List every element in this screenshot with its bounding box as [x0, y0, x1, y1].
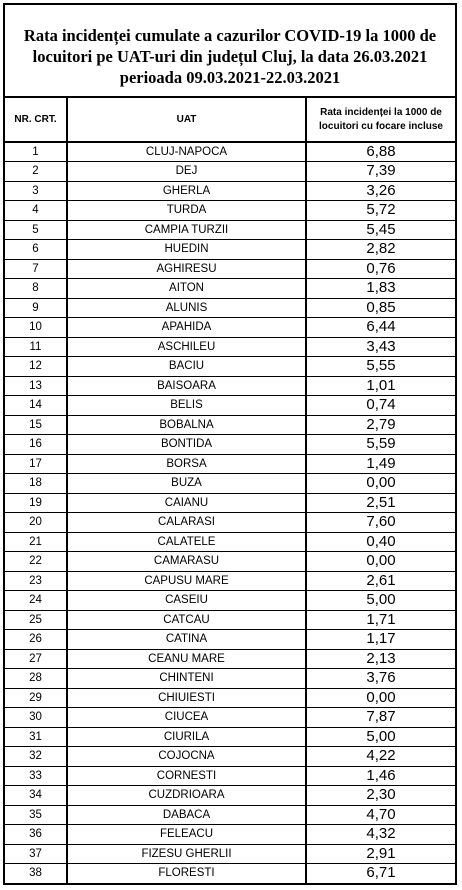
row-number-cell: 26	[5, 630, 67, 650]
table-row	[5, 396, 455, 416]
table-body	[5, 142, 455, 883]
header-uat: UAT	[67, 98, 306, 142]
header-rate-line-1: Rata incidenței la 1000 de	[320, 106, 442, 118]
uat-name-cell: BOBALNA	[67, 415, 306, 435]
row-number-cell: 34	[5, 786, 67, 806]
row-number-cell: 15	[5, 415, 67, 435]
uat-name-cell: AITON	[67, 279, 306, 299]
uat-name-cell: FLORESTI	[67, 864, 306, 884]
header-nr: NR. CRT.	[5, 98, 67, 142]
row-number-cell: 28	[5, 669, 67, 689]
row-number-cell: 20	[5, 513, 67, 533]
incidence-rate-cell: 5,55	[306, 357, 455, 377]
table-row	[5, 493, 455, 513]
uat-name-cell: CLUJ-NAPOCA	[67, 142, 306, 162]
uat-name-cell: CAIANU	[67, 493, 306, 513]
row-number-cell: 24	[5, 591, 67, 611]
incidence-rate-cell: 2,91	[306, 844, 455, 864]
table-row	[5, 610, 455, 630]
table-row	[5, 688, 455, 708]
incidence-rate-cell: 2,61	[306, 571, 455, 591]
row-number-cell: 17	[5, 454, 67, 474]
incidence-rate-cell: 1,17	[306, 630, 455, 650]
row-number-cell: 38	[5, 864, 67, 884]
table-row	[5, 649, 455, 669]
incidence-rate-cell: 1,01	[306, 376, 455, 396]
row-number-cell: 1	[5, 142, 67, 162]
header-rate	[306, 98, 455, 142]
table-header-row	[5, 98, 455, 142]
incidence-rate-cell: 0,76	[306, 259, 455, 279]
table-row	[5, 162, 455, 182]
uat-name-cell: CIURILA	[67, 727, 306, 747]
table-row	[5, 240, 455, 260]
uat-name-cell: FIZESU GHERLII	[67, 844, 306, 864]
uat-name-cell: FELEACU	[67, 825, 306, 845]
row-number-cell: 13	[5, 376, 67, 396]
table-row	[5, 142, 455, 162]
uat-name-cell: CUZDRIOARA	[67, 786, 306, 806]
table-row	[5, 708, 455, 728]
table-row	[5, 571, 455, 591]
incidence-rate-cell: 1,83	[306, 279, 455, 299]
uat-name-cell: BONTIDA	[67, 435, 306, 455]
incidence-rate-cell: 4,22	[306, 747, 455, 767]
table-row	[5, 415, 455, 435]
incidence-rate-cell: 3,76	[306, 669, 455, 689]
row-number-cell: 2	[5, 162, 67, 182]
uat-name-cell: CAMPIA TURZII	[67, 220, 306, 240]
incidence-rate-cell: 2,82	[306, 240, 455, 260]
table-row	[5, 454, 455, 474]
row-number-cell: 16	[5, 435, 67, 455]
table-row	[5, 201, 455, 221]
incidence-rate-cell: 1,71	[306, 610, 455, 630]
table-row	[5, 747, 455, 767]
table-row	[5, 357, 455, 377]
uat-name-cell: BUZA	[67, 474, 306, 494]
row-number-cell: 23	[5, 571, 67, 591]
incidence-rate-cell: 2,79	[306, 415, 455, 435]
title-line-2: locuitori pe UAT-uri din județul Cluj, la data 26.03.2021	[32, 47, 428, 66]
incidence-rate-cell: 5,72	[306, 201, 455, 221]
row-number-cell: 22	[5, 552, 67, 572]
incidence-rate-cell: 7,60	[306, 513, 455, 533]
table-row	[5, 513, 455, 533]
table-row	[5, 552, 455, 572]
incidence-rate-cell: 6,71	[306, 864, 455, 884]
incidence-rate-cell: 3,26	[306, 181, 455, 201]
incidence-rate-cell: 5,00	[306, 591, 455, 611]
incidence-rate-cell: 3,43	[306, 337, 455, 357]
row-number-cell: 31	[5, 727, 67, 747]
row-number-cell: 6	[5, 240, 67, 260]
row-number-cell: 37	[5, 844, 67, 864]
row-number-cell: 3	[5, 181, 67, 201]
table-row	[5, 298, 455, 318]
table-row	[5, 864, 455, 884]
row-number-cell: 30	[5, 708, 67, 728]
uat-name-cell: APAHIDA	[67, 318, 306, 338]
uat-name-cell: CALATELE	[67, 532, 306, 552]
uat-name-cell: COJOCNA	[67, 747, 306, 767]
row-number-cell: 27	[5, 649, 67, 669]
table-row	[5, 181, 455, 201]
table-row	[5, 337, 455, 357]
uat-name-cell: BAISOARA	[67, 376, 306, 396]
table-row	[5, 805, 455, 825]
table-row	[5, 591, 455, 611]
incidence-rate-cell: 0,85	[306, 298, 455, 318]
uat-name-cell: CATINA	[67, 630, 306, 650]
table-row	[5, 825, 455, 845]
row-number-cell: 14	[5, 396, 67, 416]
uat-name-cell: CIUCEA	[67, 708, 306, 728]
table-row	[5, 669, 455, 689]
uat-name-cell: CHIUIESTI	[67, 688, 306, 708]
row-number-cell: 11	[5, 337, 67, 357]
uat-name-cell: DEJ	[67, 162, 306, 182]
incidence-rate-cell: 2,13	[306, 649, 455, 669]
incidence-rate-cell: 0,00	[306, 552, 455, 572]
incidence-rate-cell: 1,46	[306, 766, 455, 786]
uat-name-cell: CAPUSU MARE	[67, 571, 306, 591]
incidence-rate-cell: 5,59	[306, 435, 455, 455]
row-number-cell: 33	[5, 766, 67, 786]
uat-name-cell: CALARASI	[67, 513, 306, 533]
uat-name-cell: TURDA	[67, 201, 306, 221]
row-number-cell: 8	[5, 279, 67, 299]
table-row	[5, 844, 455, 864]
row-number-cell: 9	[5, 298, 67, 318]
uat-name-cell: HUEDIN	[67, 240, 306, 260]
uat-name-cell: ALUNIS	[67, 298, 306, 318]
table-row	[5, 727, 455, 747]
row-number-cell: 19	[5, 493, 67, 513]
row-number-cell: 32	[5, 747, 67, 767]
title-line-3: perioada 09.03.2021-22.03.2021	[119, 68, 341, 87]
table-row	[5, 220, 455, 240]
table-row	[5, 435, 455, 455]
uat-name-cell: ASCHILEU	[67, 337, 306, 357]
table-row	[5, 259, 455, 279]
uat-name-cell: CHINTENI	[67, 669, 306, 689]
row-number-cell: 7	[5, 259, 67, 279]
title-line-1: Rata incidenței cumulate a cazurilor COVID-19 la 1000 de	[23, 26, 437, 45]
incidence-document	[3, 3, 457, 885]
uat-name-cell: CASEIU	[67, 591, 306, 611]
uat-name-cell: BELIS	[67, 396, 306, 416]
table-row	[5, 786, 455, 806]
incidence-rate-cell: 7,87	[306, 708, 455, 728]
row-number-cell: 36	[5, 825, 67, 845]
uat-name-cell: CATCAU	[67, 610, 306, 630]
table-row	[5, 532, 455, 552]
header-rate-line-2: locuitori cu focare incluse	[319, 120, 443, 132]
row-number-cell: 29	[5, 688, 67, 708]
row-number-cell: 12	[5, 357, 67, 377]
table-row	[5, 630, 455, 650]
incidence-rate-cell: 2,51	[306, 493, 455, 513]
table-row	[5, 279, 455, 299]
row-number-cell: 10	[5, 318, 67, 338]
table-row	[5, 766, 455, 786]
incidence-table	[5, 98, 455, 884]
uat-name-cell: CEANU MARE	[67, 649, 306, 669]
incidence-rate-cell: 0,40	[306, 532, 455, 552]
row-number-cell: 4	[5, 201, 67, 221]
incidence-rate-cell: 4,70	[306, 805, 455, 825]
row-number-cell: 21	[5, 532, 67, 552]
uat-name-cell: CAMARASU	[67, 552, 306, 572]
incidence-rate-cell: 5,00	[306, 727, 455, 747]
uat-name-cell: DABACA	[67, 805, 306, 825]
table-row	[5, 318, 455, 338]
incidence-rate-cell: 6,88	[306, 142, 455, 162]
incidence-rate-cell: 2,30	[306, 786, 455, 806]
incidence-rate-cell: 0,00	[306, 474, 455, 494]
uat-name-cell: CORNESTI	[67, 766, 306, 786]
incidence-rate-cell: 7,39	[306, 162, 455, 182]
document-title	[5, 5, 455, 98]
uat-name-cell: AGHIRESU	[67, 259, 306, 279]
row-number-cell: 25	[5, 610, 67, 630]
row-number-cell: 18	[5, 474, 67, 494]
row-number-cell: 35	[5, 805, 67, 825]
uat-name-cell: GHERLA	[67, 181, 306, 201]
table-row	[5, 474, 455, 494]
incidence-rate-cell: 6,44	[306, 318, 455, 338]
table-row	[5, 376, 455, 396]
incidence-rate-cell: 1,49	[306, 454, 455, 474]
uat-name-cell: BACIU	[67, 357, 306, 377]
incidence-rate-cell: 0,00	[306, 688, 455, 708]
uat-name-cell: BORSA	[67, 454, 306, 474]
incidence-rate-cell: 5,45	[306, 220, 455, 240]
incidence-rate-cell: 0,74	[306, 396, 455, 416]
row-number-cell: 5	[5, 220, 67, 240]
incidence-rate-cell: 4,32	[306, 825, 455, 845]
